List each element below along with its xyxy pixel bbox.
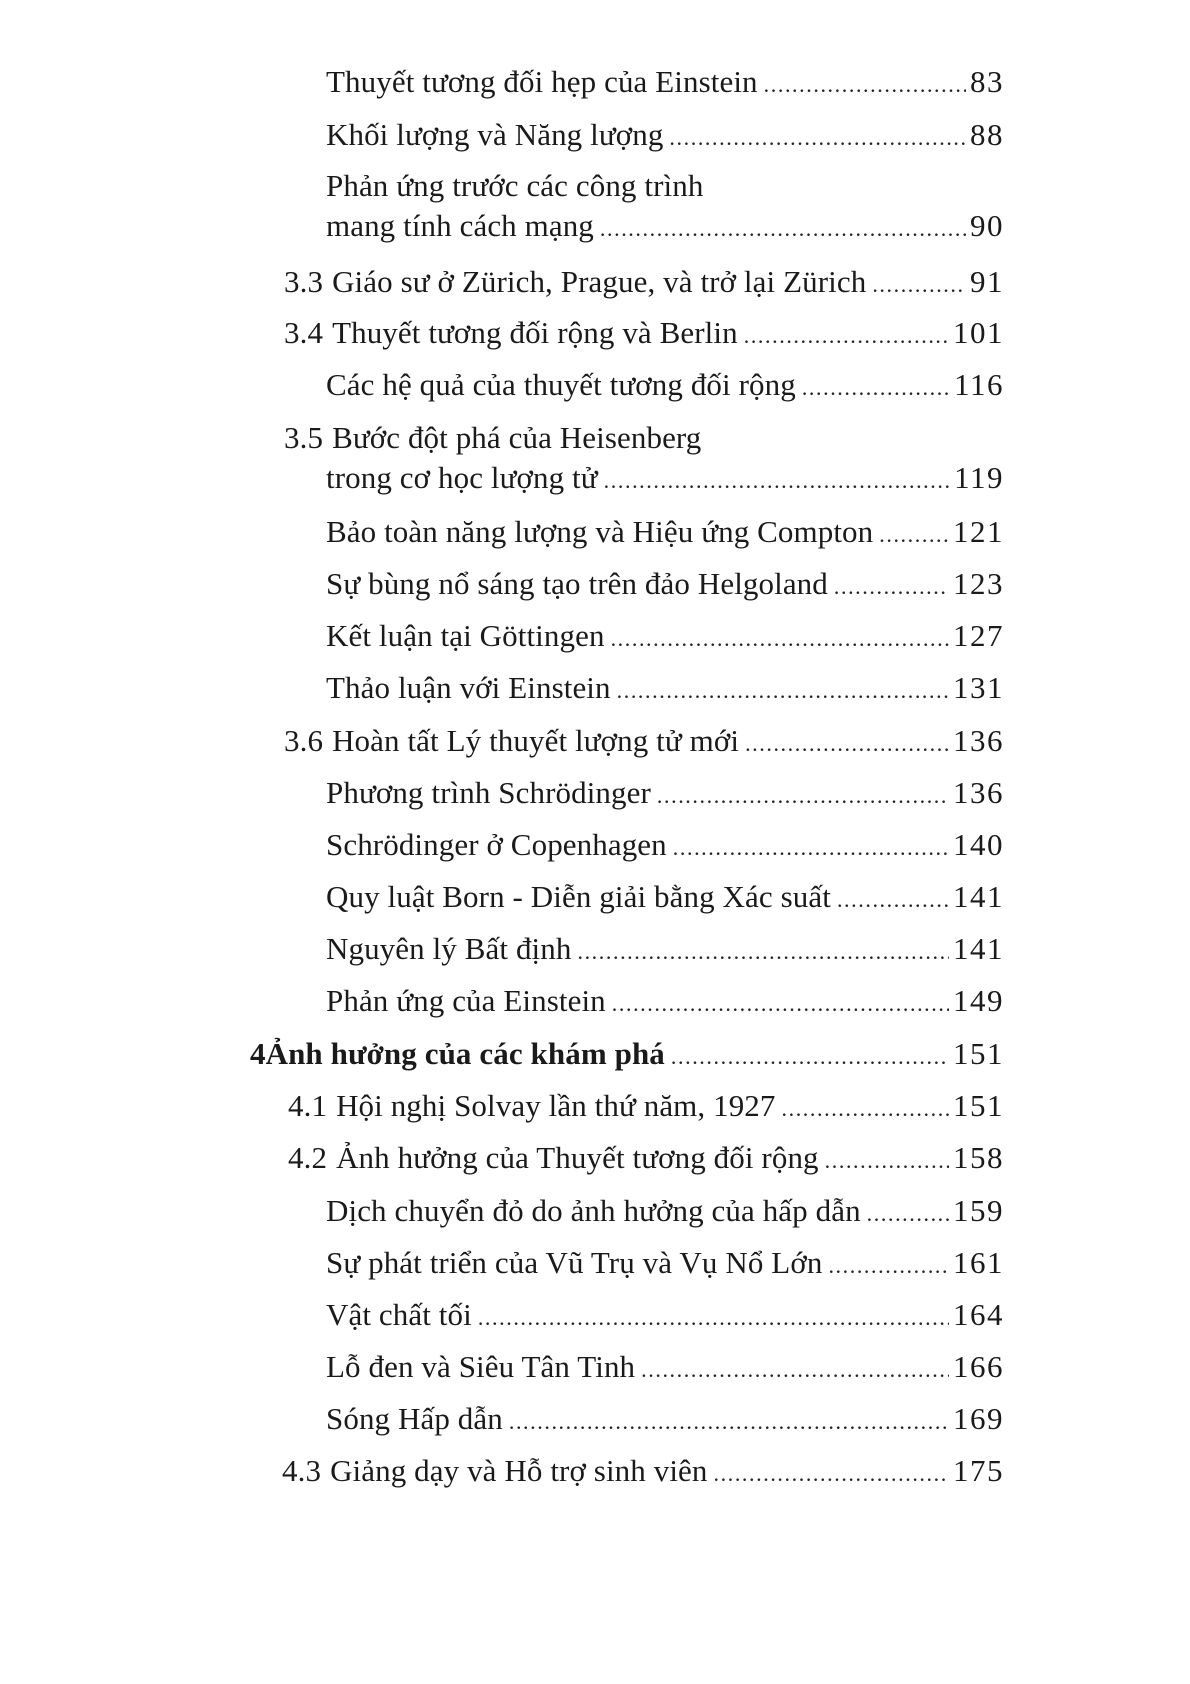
toc-entry (326, 877, 1004, 920)
toc-chapter-number: 4 (250, 1036, 266, 1071)
toc-entry (326, 773, 1004, 816)
toc-entry (326, 929, 1004, 972)
toc-entry (326, 365, 1004, 408)
toc-entry (326, 825, 1004, 868)
toc-entry-title: Giảng dạy và Hỗ trợ sinh viên (330, 1453, 708, 1488)
toc-entry-title: Hoàn tất Lý thuyết lượng tử mới (332, 723, 740, 758)
toc-section-number: 4.1 (288, 1088, 328, 1123)
toc-entry (326, 1243, 1004, 1286)
toc-entry-page: 123 (953, 566, 1004, 601)
dot-leader (600, 209, 966, 249)
toc-entry-title: Khối lượng và Năng lượng (326, 117, 664, 152)
toc-entry-page: 90 (970, 208, 1004, 243)
dot-leader (745, 724, 949, 764)
toc-entry-page: 149 (953, 983, 1004, 1018)
toc-section-number: 3.4 (284, 315, 324, 350)
dot-leader (604, 461, 950, 501)
toc-entry-page: 119 (954, 460, 1004, 495)
toc-entry-page: 140 (953, 827, 1004, 862)
toc-entry-title-line1: Phản ứng trước các công trình (326, 168, 704, 203)
dot-leader (611, 619, 949, 659)
dot-leader (764, 65, 966, 105)
toc-entry-title: Nguyên lý Bất định (326, 931, 572, 966)
toc-entry-title: Sự phát triển của Vũ Trụ và Vụ Nổ Lớn (326, 1245, 823, 1280)
toc-entry-title: Dịch chuyển đỏ do ảnh hưởng của hấp dẫn (326, 1193, 861, 1228)
toc-entry-title-line1: Bước đột phá của Heisenberg (332, 420, 702, 455)
dot-leader (867, 1194, 949, 1234)
toc-entry-page: 116 (954, 367, 1004, 402)
toc-entry-page: 83 (970, 64, 1004, 99)
toc-entry (284, 418, 1004, 501)
toc-entry-page: 91 (970, 264, 1004, 299)
dot-leader (714, 1454, 949, 1494)
toc-entry (326, 115, 1004, 158)
toc-entry-title: Sự bùng nổ sáng tạo trên đảo Helgoland (326, 566, 828, 601)
dot-leader (617, 671, 949, 711)
toc-entry-page: 136 (953, 775, 1004, 810)
toc-entry-title: Kết luận tại Göttingen (326, 618, 605, 653)
toc-entry-page: 175 (953, 1453, 1004, 1488)
toc-entry-page: 158 (953, 1140, 1004, 1175)
dot-leader (657, 776, 949, 816)
toc-entry-title: Ảnh hưởng của Thuyết tương đối rộng (336, 1140, 819, 1175)
dot-leader (825, 1141, 949, 1181)
dot-leader (802, 368, 950, 408)
toc-entry-page: 131 (953, 670, 1004, 705)
dot-leader (834, 567, 949, 607)
toc-entry-page: 101 (953, 315, 1004, 350)
toc-entry-page: 151 (953, 1088, 1004, 1123)
dot-leader (673, 828, 949, 868)
toc-chapter-title: Ảnh hưởng của các khám phá (265, 1036, 665, 1071)
toc-entry-title: Thuyết tương đối hẹp của Einstein (326, 64, 758, 99)
toc-entry (326, 1295, 1004, 1338)
toc-entry-title: trong cơ học lượng tử (326, 460, 598, 495)
toc-entry-page: 159 (953, 1193, 1004, 1228)
toc-entry-title: Phương trình Schrödinger (326, 775, 651, 810)
toc-entry-page: 166 (953, 1349, 1004, 1384)
toc-entry (326, 62, 1004, 105)
dot-leader (872, 265, 966, 305)
toc-entry (326, 166, 1004, 249)
dot-leader (478, 1298, 949, 1338)
toc-entry-page: 127 (953, 618, 1004, 653)
toc-entry (326, 512, 1004, 555)
toc-entry-title: Quy luật Born - Diễn giải bằng Xác suất (326, 879, 831, 914)
toc-section-number: 3.5 (284, 420, 324, 455)
toc-section-number: 3.6 (284, 723, 324, 758)
toc-entry-title: Giáo sư ở Zürich, Prague, và trở lại Zürich (332, 264, 867, 299)
toc-entry-page: 141 (953, 879, 1004, 914)
toc-entry (326, 616, 1004, 659)
toc-entry (284, 262, 1004, 305)
toc-entry (326, 1399, 1004, 1442)
dot-leader (744, 316, 949, 356)
dot-leader (879, 515, 949, 555)
toc-entry (326, 1347, 1004, 1390)
toc-entry-title: Thảo luận với Einstein (326, 670, 611, 705)
dot-leader (671, 1037, 949, 1077)
toc-entry-page: 169 (953, 1401, 1004, 1436)
toc-entry (326, 564, 1004, 607)
toc-entry-page: 136 (953, 723, 1004, 758)
toc-entry-title: Sóng Hấp dẫn (326, 1401, 503, 1436)
toc-entry-page: 161 (953, 1245, 1004, 1280)
toc-entry (288, 1086, 1004, 1129)
toc-entry (326, 1191, 1004, 1234)
toc-entry (326, 668, 1004, 711)
dot-leader (828, 1246, 949, 1286)
toc-chapter-entry (250, 1034, 1004, 1077)
toc-entry (288, 1138, 1004, 1181)
toc-entry (284, 721, 1004, 764)
toc-entry-title: Lỗ đen và Siêu Tân Tinh (326, 1349, 636, 1384)
toc-section-number: 4.2 (288, 1140, 328, 1175)
toc-entry-title: Thuyết tương đối rộng và Berlin (332, 315, 738, 350)
dot-leader (782, 1089, 950, 1129)
toc-entry-title: Schrödinger ở Copenhagen (326, 827, 667, 862)
toc-entry-page: 88 (970, 117, 1004, 152)
dot-leader (669, 118, 966, 158)
dot-leader (577, 932, 949, 972)
toc-entry-page: 151 (953, 1036, 1004, 1071)
toc-entry (282, 1451, 1004, 1494)
toc-entry (326, 981, 1004, 1024)
toc-entry-title: Phản ứng của Einstein (326, 983, 606, 1018)
toc-entry-title: Hội nghị Solvay lần thứ năm, 1927 (336, 1088, 776, 1123)
dot-leader (509, 1402, 949, 1442)
toc-entry-page: 164 (953, 1297, 1004, 1332)
toc-entry-title: Bảo toàn năng lượng và Hiệu ứng Compton (326, 514, 874, 549)
toc-entry-title: Vật chất tối (326, 1297, 472, 1332)
toc-section-number: 3.3 (284, 264, 324, 299)
toc-entry-page: 121 (953, 514, 1004, 549)
toc-entry (284, 313, 1004, 356)
toc-entry-title: mang tính cách mạng (326, 208, 594, 243)
toc-section-number: 4.3 (282, 1453, 322, 1488)
dot-leader (612, 984, 949, 1024)
toc-entry-page: 141 (953, 931, 1004, 966)
dot-leader (837, 880, 949, 920)
toc-entry-title: Các hệ quả của thuyết tương đối rộng (326, 367, 796, 402)
dot-leader (641, 1350, 949, 1390)
